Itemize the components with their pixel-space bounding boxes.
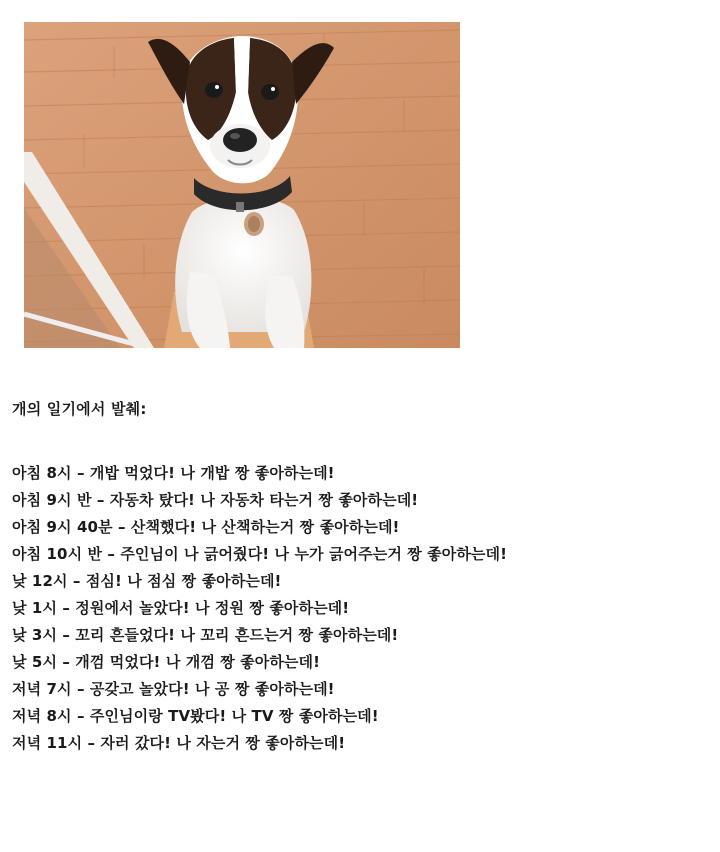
list-item: 아침 10시 반 – 주인님이 나 긁어줬다! 나 누가 긁어주는거 짱 좋아하는데! <box>12 545 508 563</box>
list-item: 아침 9시 반 – 자동차 탔다! 나 자동차 타는거 짱 좋아하는데! <box>12 491 419 509</box>
list-item: 낮 5시 – 개껌 먹었다! 나 개껌 짱 좋아하는데! <box>12 653 321 671</box>
list-item: 저녁 11시 – 자러 갔다! 나 자는거 짱 좋아하는데! <box>12 734 346 752</box>
list-item: 낮 12시 – 점심! 나 점심 짱 좋아하는데! <box>12 572 282 590</box>
list-item: 아침 9시 40분 – 산책했다! 나 산책하는거 짱 좋아하는데! <box>12 518 400 536</box>
list-item: 저녁 7시 – 공갖고 놀았다! 나 공 짱 좋아하는데! <box>12 680 335 698</box>
list-item: 아침 8시 – 개밥 먹었다! 나 개밥 짱 좋아하는데! <box>12 464 335 482</box>
list-item: 저녁 8시 – 주인님이랑 TV봤다! 나 TV 짱 좋아하는데! <box>12 707 379 725</box>
list-item: 낮 3시 – 꼬리 흔들었다! 나 꼬리 흔드는거 짱 좋아하는데! <box>12 626 399 644</box>
diary-entries <box>12 460 507 757</box>
list-item: 낮 1시 – 정원에서 놀았다! 나 정원 짱 좋아하는데! <box>12 599 350 617</box>
excerpt-heading: 개의 일기에서 발췌: <box>12 400 147 418</box>
dog-photo <box>24 22 460 348</box>
